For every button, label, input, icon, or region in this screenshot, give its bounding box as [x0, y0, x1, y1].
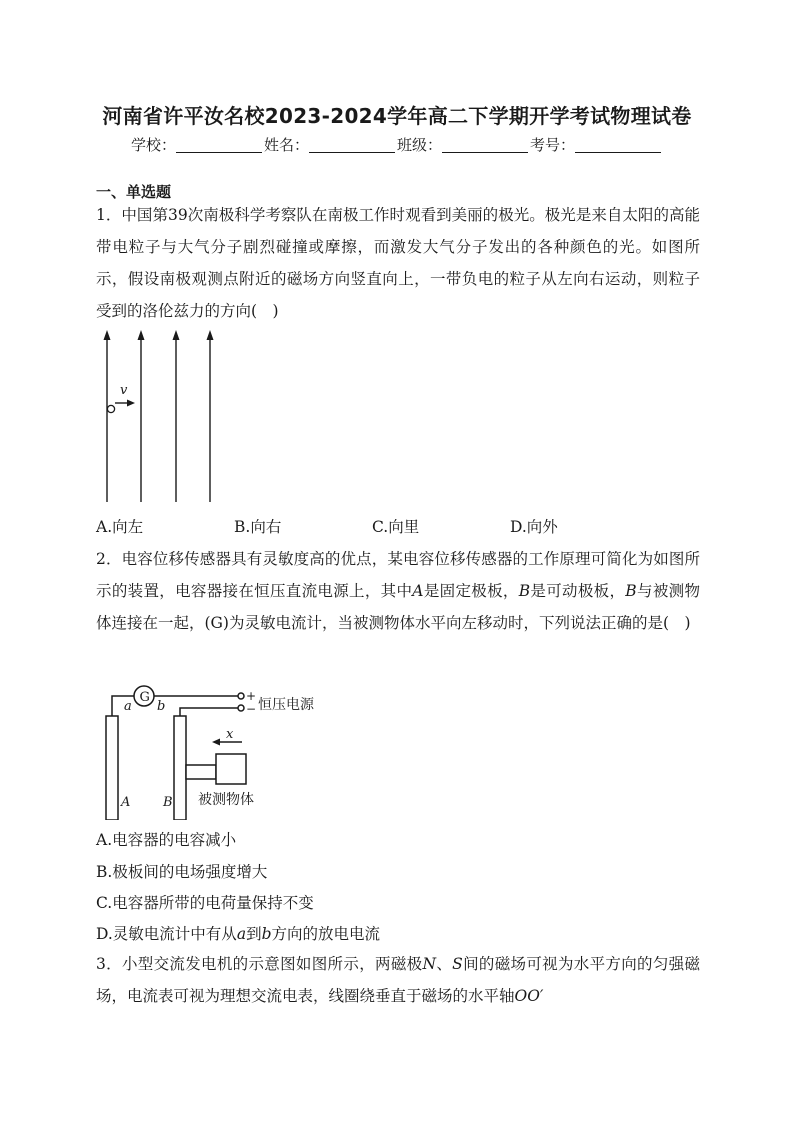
minus-label: − [246, 702, 257, 716]
exam-title: 河南省许平汝名校2023-2024学年高二下学期开学考试物理试卷 [102, 104, 692, 128]
q1-option-b[interactable]: B.向右 [234, 518, 282, 536]
q1-option-c[interactable]: C.向里 [372, 518, 420, 536]
q2-option-c[interactable]: C.电容器所带的电荷量保持不变 [96, 894, 314, 912]
object-label: 被测物体 [198, 792, 254, 808]
question-2 [96, 543, 700, 639]
question-1 [96, 199, 700, 327]
class-label: 班级： [397, 136, 443, 154]
class-blank[interactable] [442, 138, 528, 153]
velocity-arrowhead [127, 400, 135, 407]
node-b-label: b [157, 699, 166, 714]
plus-terminal [238, 693, 244, 699]
q2-capacitor-sensor-figure [100, 680, 330, 820]
plate-a-label: A [121, 795, 131, 810]
node-a-label: a [124, 699, 132, 714]
field-arrowhead-1 [104, 330, 111, 340]
school-blank[interactable] [176, 138, 262, 153]
field-arrowhead-2 [138, 330, 145, 340]
question-1-text: 1．中国第39次南极科学考察队在南极工作时观看到美丽的极光。极光是来自太阳的高能带电粒子与大气分子剧烈碰撞或摩擦，而激发大气分子发出的各种颜色的光。如图所示，假设南极观测点附近的磁场方向竖直向上，一带负电的粒子从左向右运动，则粒子受到的洛伦兹力的方向( ) [96, 206, 700, 320]
source-label: 恒压电源 [258, 697, 314, 713]
q1-options [96, 515, 700, 537]
plate-a [106, 716, 118, 820]
school-label: 学校： [130, 136, 176, 154]
plate-b [174, 716, 186, 820]
q1-option-d[interactable]: D.向外 [510, 518, 558, 536]
q2-option-a[interactable]: A.电容器的电容减小 [96, 831, 237, 849]
plate-b-label: B [163, 795, 173, 810]
name-label: 姓名： [263, 136, 309, 154]
exam-number-label: 考号： [530, 136, 576, 154]
minus-terminal [238, 705, 244, 711]
x-label: x [226, 727, 234, 742]
x-arrowhead [212, 739, 220, 746]
galvanometer-label: G [139, 690, 150, 705]
measured-object [216, 754, 246, 784]
field-arrowhead-3 [173, 330, 180, 340]
velocity-label: v [120, 383, 128, 398]
section-heading: 一、单选题 [96, 183, 172, 201]
question-3 [96, 948, 700, 1012]
q2-option-d[interactable]: D.灵敏电流计中有从a到b方向的放电电流 [96, 925, 381, 943]
question-2-text: 2．电容位移传感器具有灵敏度高的优点，某电容位移传感器的工作原理可简化为如图所示的装置，电容器接在恒压直流电源上，其中A是固定极板，B是可动极板，B与被测物体连接在一起，(G)为灵敏电流计，当被测物体水平向左移动时，下列说法正确的是( ) [96, 550, 700, 632]
field-arrowhead-4 [207, 330, 214, 340]
question-3-text: 3．小型交流发电机的示意图如图所示，两磁极N、S间的磁场可视为水平方向的匀强磁场，电流表可视为理想交流电表，线圈绕垂直于磁场的水平轴OO′ [96, 955, 700, 1005]
q1-option-a[interactable]: A.向左 [96, 518, 144, 536]
student-info-line [0, 134, 794, 155]
wire-b-to-minus [180, 708, 238, 716]
exam-number-blank[interactable] [575, 138, 661, 153]
name-blank[interactable] [309, 138, 395, 153]
plus-label: + [246, 689, 257, 703]
q1-magnetic-field-figure [96, 328, 226, 504]
particle-circle [107, 405, 114, 412]
connecting-rod [186, 765, 216, 779]
q2-option-b[interactable]: B.极板间的电场强度增大 [96, 863, 268, 881]
